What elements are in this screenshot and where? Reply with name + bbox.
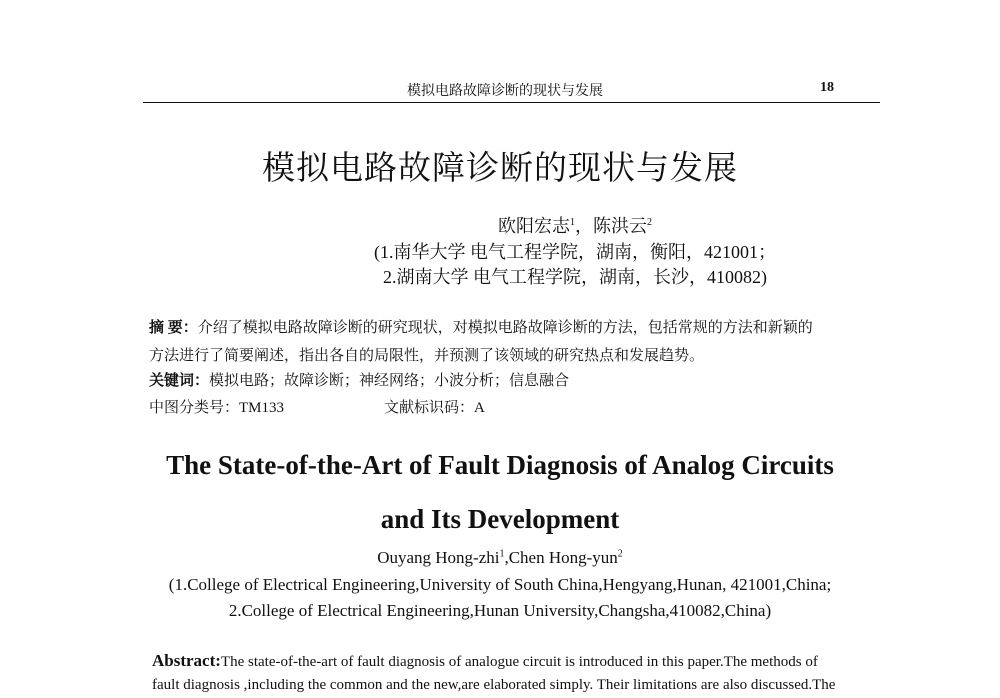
chinese-abstract-line-2: 方法进行了简要阐述，指出各自的局限性，并预测了该领域的研究热点和发展趋势。: [149, 348, 705, 364]
english-abstract-text-1: The state-of-the-art of fault diagnosis of analogue circuit is introduced in this paper.The methods of: [220, 654, 818, 670]
english-title-line-1: The State-of-the-Art of Fault Diagnosis of Analog Circuits: [166, 450, 834, 480]
chinese-author-separator: ，: [575, 216, 593, 236]
chinese-author-2: 陈洪云: [593, 216, 647, 236]
running-header-title: 模拟电路故障诊断的现状与发展: [407, 84, 603, 99]
chinese-keywords: [149, 369, 569, 390]
chinese-keywords-label: 关键词：: [149, 373, 210, 389]
english-affiliation-2: 2.College of Electrical Engineering,Hunan University,Changsha,410082,China): [228, 601, 772, 620]
chinese-abstract-label: 摘 要：: [149, 320, 198, 336]
chinese-affiliation-2: 2.湖南大学 电气工程学院，湖南，长沙，410082): [383, 267, 767, 287]
english-author-1-sup: 1: [499, 548, 505, 560]
english-affiliation-1: (1.College of Electrical Engineering,University of South China,Hengyang,Hunan, 421001,China;: [168, 575, 832, 594]
chinese-author-1-sup: 1: [570, 217, 575, 228]
chinese-authors: [0, 212, 1000, 238]
chinese-keywords-text: 模拟电路；故障诊断；神经网络；小波分析；信息融合: [209, 373, 570, 389]
chinese-author-2-sup: 2: [647, 217, 652, 228]
chinese-abstract-line-1: [149, 316, 813, 337]
classification-number: 中图分类号：TM133: [149, 400, 285, 416]
english-author-2-sup: 2: [617, 548, 623, 560]
chinese-author-1: 欧阳宏志: [498, 216, 570, 236]
chinese-title: 模拟电路故障诊断的现状与发展: [262, 151, 738, 187]
header-rule: [143, 102, 880, 103]
chinese-affiliation-1: (1.南华大学 电气工程学院，湖南，衡阳，421001；: [374, 242, 776, 262]
document-code: 文献标识码：A: [384, 400, 485, 416]
english-author-separator: ,: [504, 548, 509, 567]
english-title-line-2: and Its Development: [380, 504, 620, 534]
english-abstract-line-1: [152, 651, 818, 671]
english-author-2: Chen Hong-yun: [508, 548, 618, 567]
chinese-abstract-text-1: 介绍了模拟电路故障诊断的研究现状，对模拟电路故障诊断的方法，包括常规的方法和新颖的: [197, 320, 813, 336]
english-authors: [0, 548, 1000, 568]
english-abstract-line-2: fault diagnosis ,including the common and the new,are elaborated simply. Their limitations are also discussed.The: [152, 677, 836, 693]
english-author-1: Ouyang Hong-zhi: [377, 548, 500, 567]
english-abstract-label: Abstract:: [152, 651, 221, 670]
page-number: 18: [820, 80, 834, 95]
